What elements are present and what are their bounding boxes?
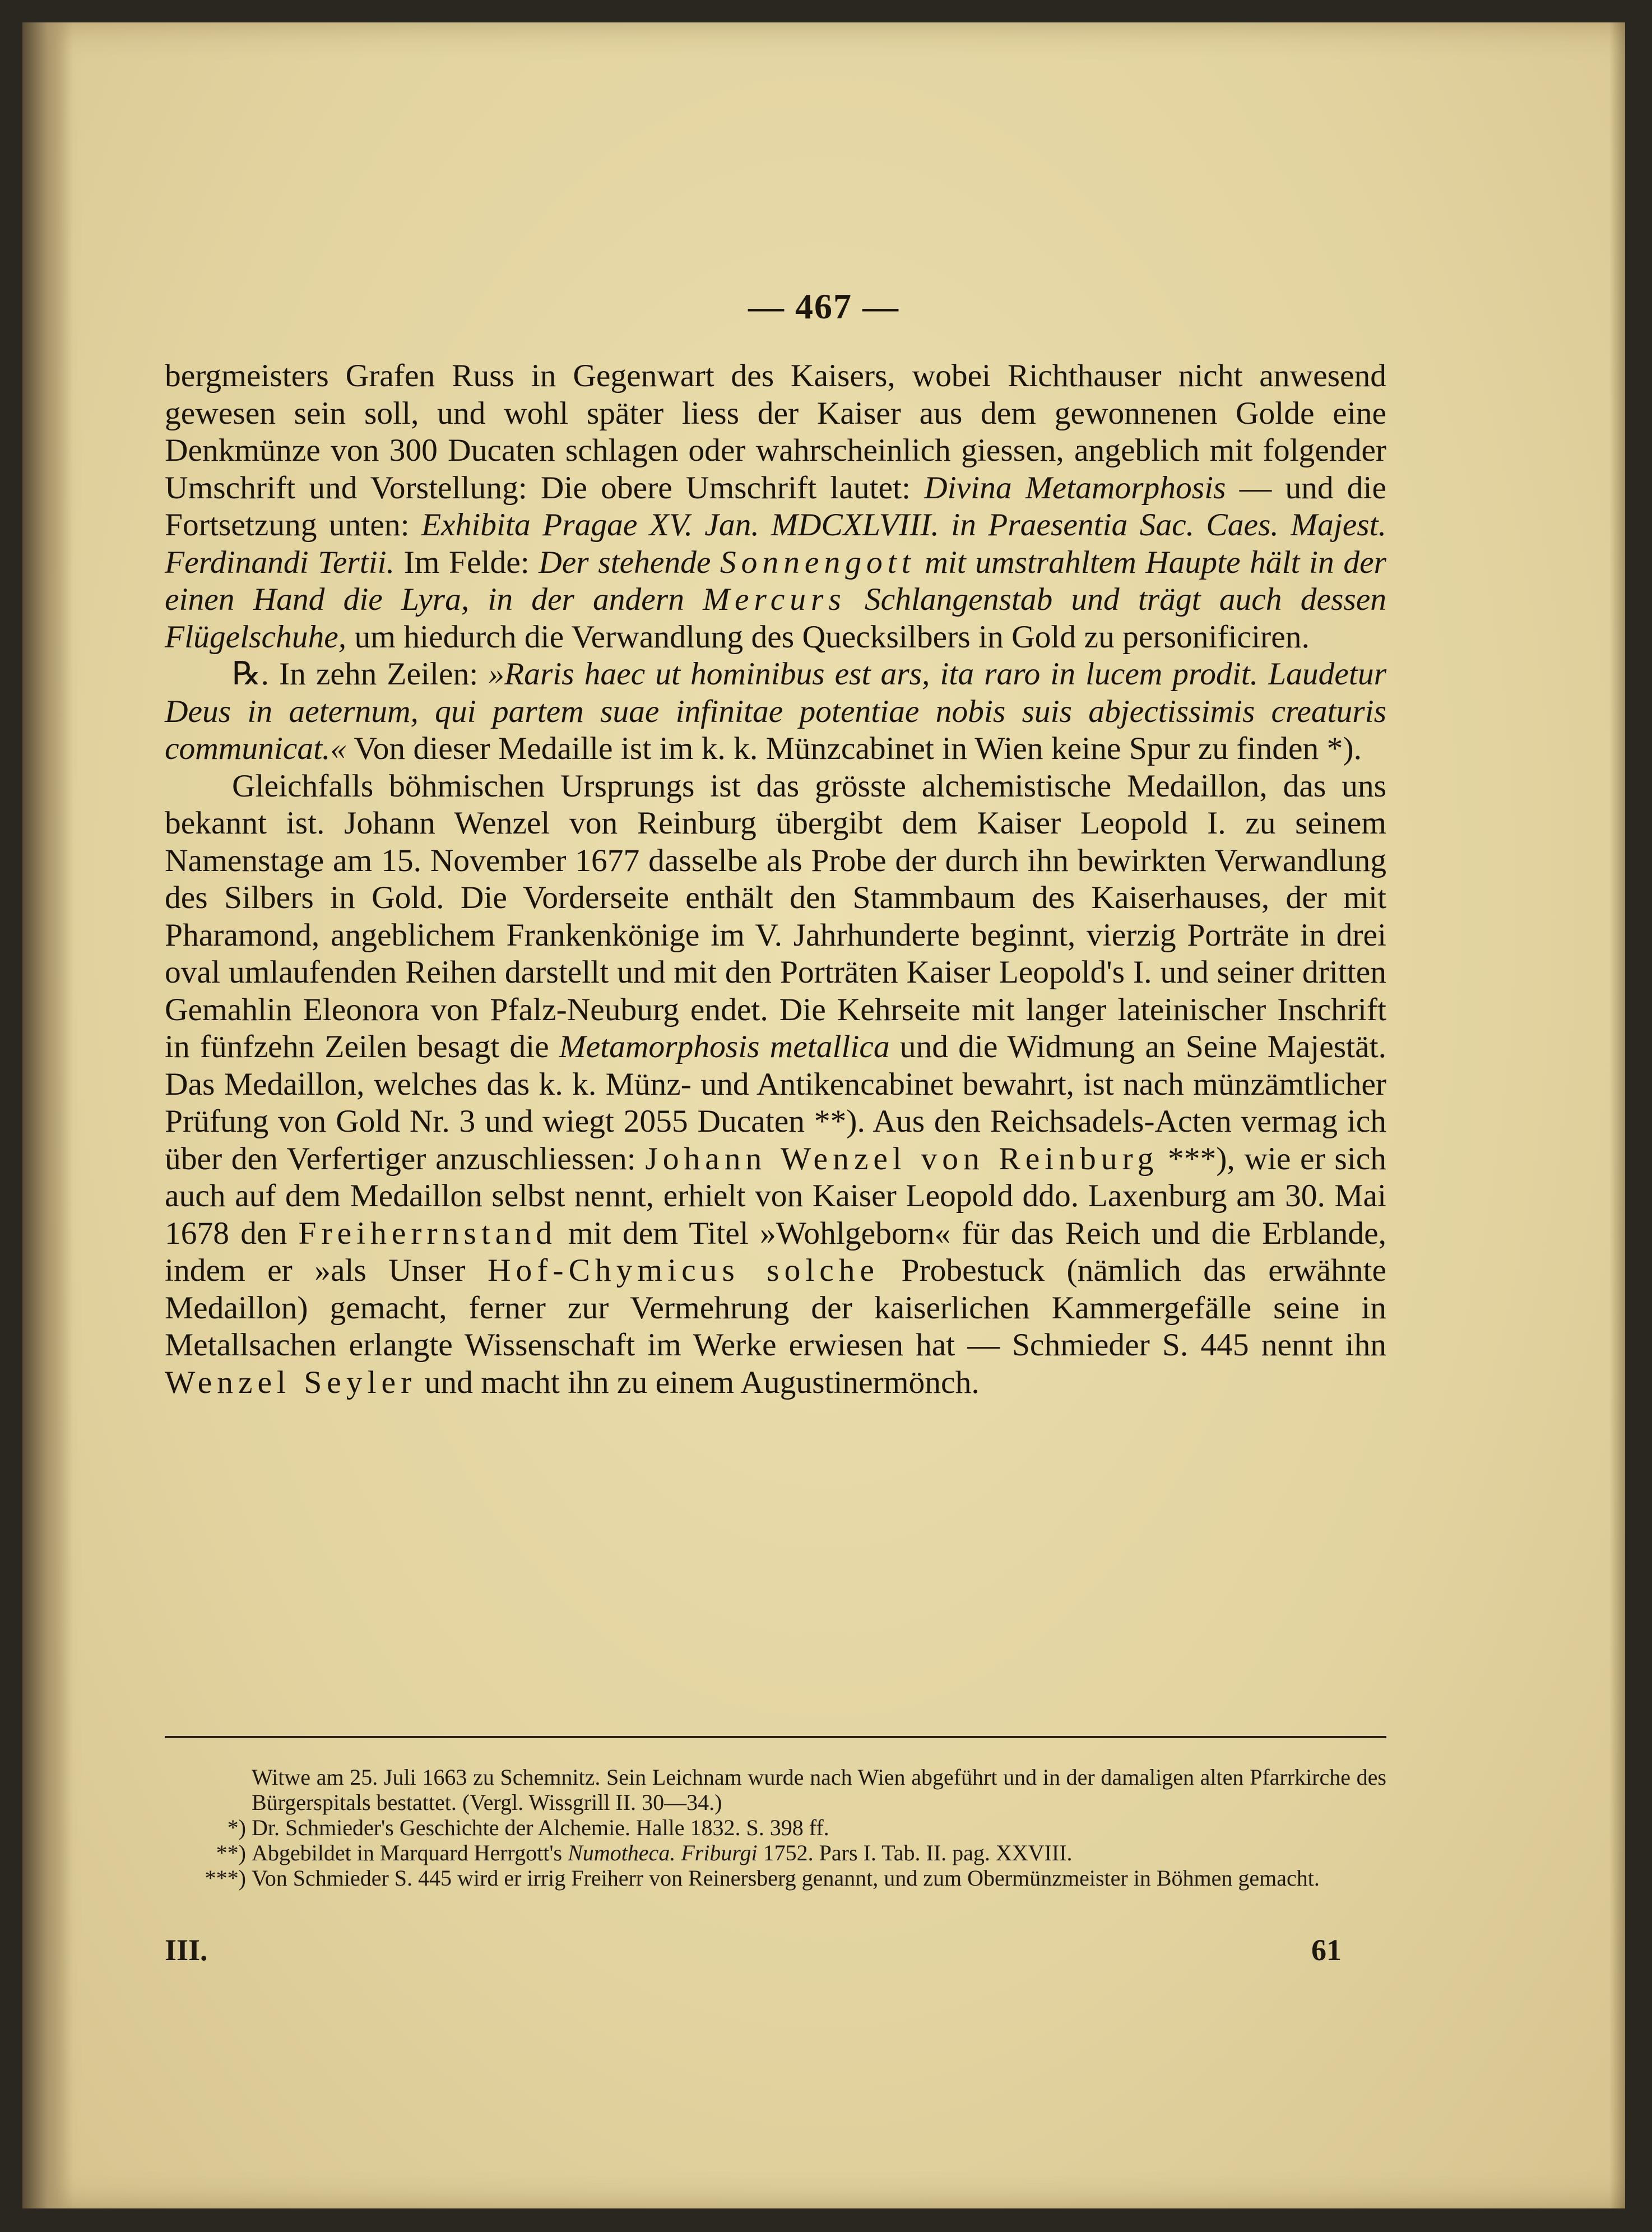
footnote-continuation: Witwe am 25. Juli 1663 zu Schemnitz. Sein Leichnam wurde nach Wien abgeführt und in der damaligen alten Pfarrkirche des Bürgerspitals bestattet. (Vergl. Wissgrill II. 30—34.)	[252, 1765, 1386, 1815]
footnote-1: *) Dr. Schmieder's Geschichte der Alchemie. Halle 1832. S. 398 ff.	[165, 1815, 1386, 1840]
page-edge-shadow	[1609, 22, 1625, 2208]
book-spine-shadow	[22, 22, 73, 2208]
signature-mark: III.	[165, 1933, 208, 1967]
page-footer	[165, 1933, 1386, 1966]
footnote-marker: *)	[227, 1815, 246, 1840]
footnotes	[165, 1765, 1386, 1891]
footnote-marker: ***)	[205, 1865, 246, 1891]
footnote-2: **) Abgebildet in Marquard Herrgott's Numotheca. Friburgi 1752. Pars I. Tab. II. pag. XXVIII.	[165, 1840, 1386, 1865]
paragraph-2: ℞. In zehn Zeilen: »Raris haec ut hominibus est ars, ita raro in lucem prodit. Laudetur Deus in aeternum, qui partem suae infinitae potentiae nobis suis abjectissimis creaturis communicat.« Von dieser Medaille ist im k. k. Münzcabinet in Wien keine Spur zu finden *).	[165, 656, 1386, 766]
footnote-marker: **)	[216, 1840, 246, 1865]
footnote-3: ***) Von Schmieder S. 445 wird er irrig Freiherr von Reinersberg genannt, und zum Obermünzmeister in Böhmen gemacht.	[165, 1865, 1386, 1891]
main-text	[165, 358, 1386, 1401]
book-page	[22, 22, 1625, 2208]
footnote-divider	[165, 1736, 1386, 1738]
page-number: — 467 —	[748, 286, 899, 326]
paragraph-3: Gleichfalls böhmischen Ursprungs ist das grösste alchemistische Medaillon, das uns bekannt ist. Johann Wenzel von Reinburg übergibt dem Kaiser Leopold I. zu seinem Namenstage am 15. November 1677 dasselbe als Probe der durch ihn bewirkten Verwandlung des Silbers in Gold. Die Vorderseite enthält den Stammbaum des Kaiserhauses, der mit Pharamond, angeblichem Frankenkönige im V. Jahrhunderte beginnt, vierzig Porträte in drei oval umlaufenden Reihen darstellt und mit den Porträten Kaiser Leopold's I. und seiner dritten Gemahlin Eleonora von Pfalz-Neuburg endet. Die Kehrseite mit langer lateinischer Inschrift in fünfzehn Zeilen besagt die Metamorphosis metallica und die Widmung an Seine Majestät. Das Medaillon, welches das k. k. Münz- und Antikencabinet bewahrt, ist nach münzämtlicher Prüfung von Gold Nr. 3 und wiegt 2055 Ducaten **). Aus den Reichsadels-Acten vermag ich über den Verfertiger anzuschliessen: Johann Wenzel von Reinburg ***), wie er sich auch auf dem Medaillon selbst nennt, erhielt von Kaiser Leopold ddo. Laxenburg am 30. Mai 1678 den Freiherrnstand mit dem Titel »Wohlgeborn« für das Reich und die Erblande, indem er »als Unser Hof-Chymicus solche Probestuck (nämlich das erwähnte Medaillon) gemacht, ferner zur Vermehrung der kaiserlichen Kammergefälle seine in Metallsachen erlangte Wissenschaft im Werke erwiesen hat — Schmieder S. 445 nennt ihn Wenzel Seyler und macht ihn zu einem Augustinermönch.	[165, 768, 1387, 1400]
paragraph-1: bergmeisters Grafen Russ in Gegenwart des Kaisers, wobei Richthauser nicht anwesend gewesen sein soll, und wohl später liess der Kaiser aus dem gewonnenen Golde eine Denkmünze von 300 Ducaten schlagen oder wahrscheinlich giessen, angeblich mit folgender Umschrift und Vorstellung: Die obere Umschrift lautet: Divina Metamorphosis — und die Fortsetzung unten: Exhibita Pragae XV. Jan. MDCXLVIII. in Praesentia Sac. Caes. Majest. Ferdinandi Tertii. Im Felde: Der stehende Sonnengott mit umstrahltem Haupte hält in der einen Hand die Lyra, in der andern Mercurs Schlangenstab und trägt auch dessen Flügelschuhe, um hiedurch die Verwandlung des Quecksilbers in Gold zu personificiren.	[165, 358, 1387, 655]
sheet-number: 61	[1311, 1933, 1342, 1967]
